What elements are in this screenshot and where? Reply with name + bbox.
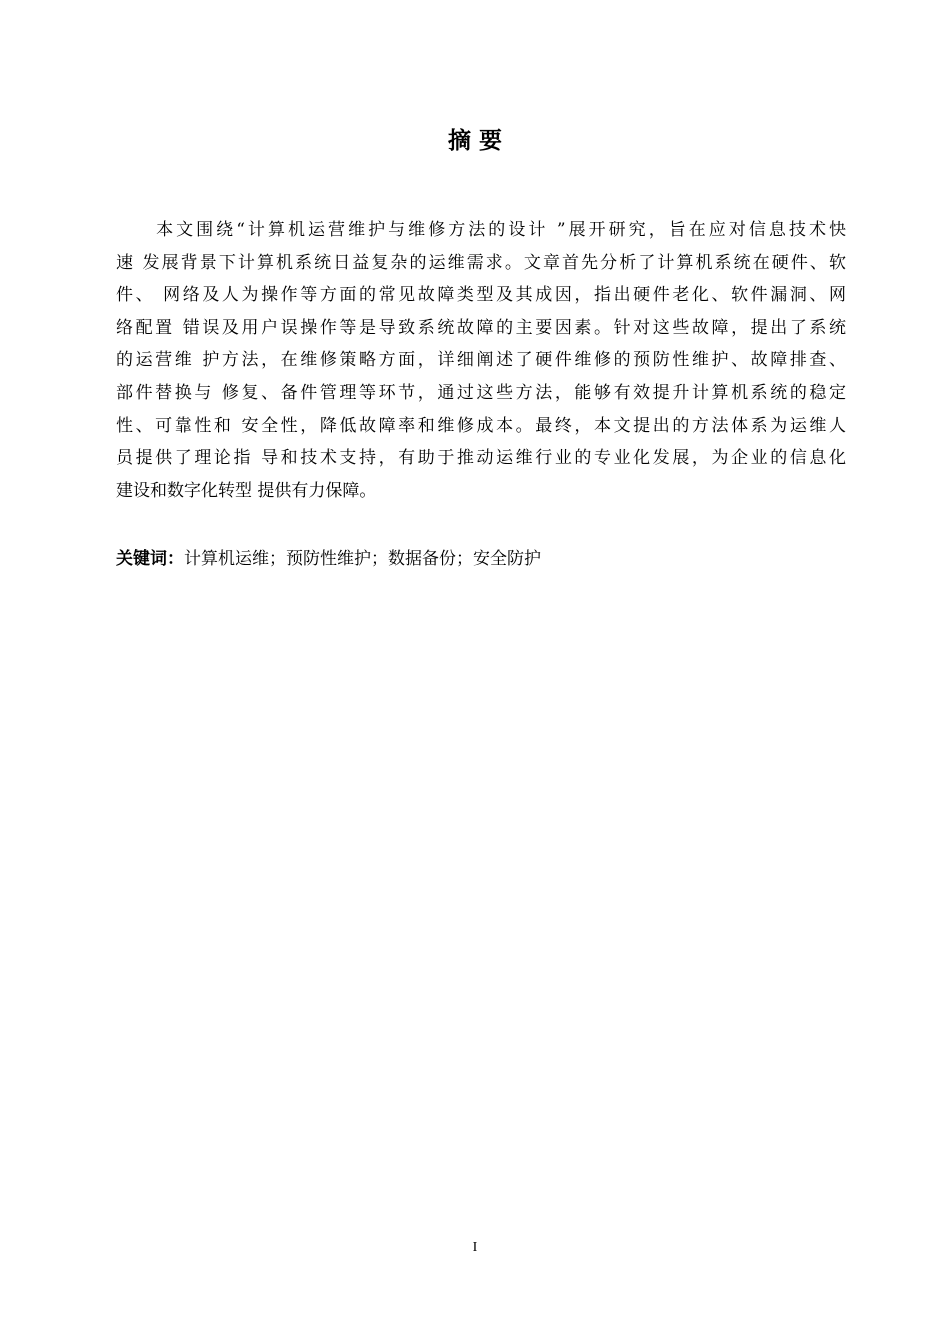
page-number: I [472, 1240, 478, 1255]
abstract-body [116, 214, 846, 507]
page-title: 摘 要 [447, 128, 502, 154]
abstract-line: 络配置 错误及用户误操作等是导致系统故障的主要因素。针对这些故障，提出了系统 [116, 317, 846, 338]
keywords-label: 关键词： [116, 549, 184, 569]
abstract-line: 部件替换与 修复、备件管理等环节，通过这些方法，能够有效提升计算机系统的稳定 [116, 382, 846, 403]
abstract-line: 件、 网络及人为操作等方面的常见故障类型及其成因，指出硬件老化、软件漏洞、网 [116, 285, 846, 306]
keywords [116, 546, 541, 572]
abstract-line: 速 发展背景下计算机系统日益复杂的运维需求。文章首先分析了计算机系统在硬件、软 [116, 252, 846, 273]
abstract-line: 员提供了理论指 导和技术支持，有助于推动运维行业的专业化发展，为企业的信息化 [116, 448, 846, 469]
abstract-line: 性、可靠性和 安全性，降低故障率和维修成本。最终，本文提出的方法体系为运维人 [116, 415, 846, 436]
abstract-line: 本文围绕“计算机运营维护与维修方法的设计 ”展开研究，旨在应对信息技术快 [116, 220, 846, 240]
abstract-line: 建设和数字化转型 提供有力保障。 [116, 480, 377, 501]
keywords-text: 计算机运维；预防性维护；数据备份；安全防护 [184, 549, 541, 569]
abstract-line: 的运营维 护方法，在维修策略方面，详细阐述了硬件维修的预防性维护、故障排查、 [116, 350, 846, 371]
